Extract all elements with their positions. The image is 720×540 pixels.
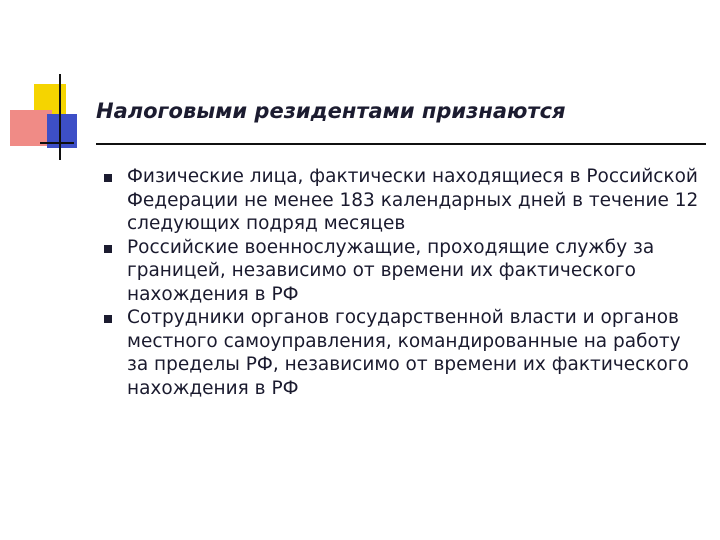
square-bullet-icon (104, 315, 112, 323)
bullet-text: Российские военнослужащие, проходящие службу за границей, независимо от времени их фактического нахождения в РФ (127, 236, 655, 305)
bullet-item (104, 306, 704, 400)
bullet-list (104, 165, 704, 400)
bullet-item (104, 236, 704, 307)
decor-horizontal-line (40, 142, 74, 144)
decor-vertical-line (59, 74, 61, 160)
square-bullet-icon (104, 245, 112, 253)
bullet-text: Сотрудники органов государственной власти и органов местного самоуправления, командированные на работу за пределы РФ, независимо от времени их фактического нахождения в РФ (127, 307, 689, 399)
bullet-item (104, 165, 704, 236)
decor-red-square (10, 110, 52, 146)
square-bullet-icon (104, 174, 112, 182)
bullet-text: Физические лица, фактически находящиеся в Российской Федерации не менее 183 календарных дней в течение 12 следующих подряд месяцев (127, 166, 699, 234)
title-underline (96, 143, 706, 145)
slide-title: Налоговыми резидентами признаются (96, 99, 566, 123)
